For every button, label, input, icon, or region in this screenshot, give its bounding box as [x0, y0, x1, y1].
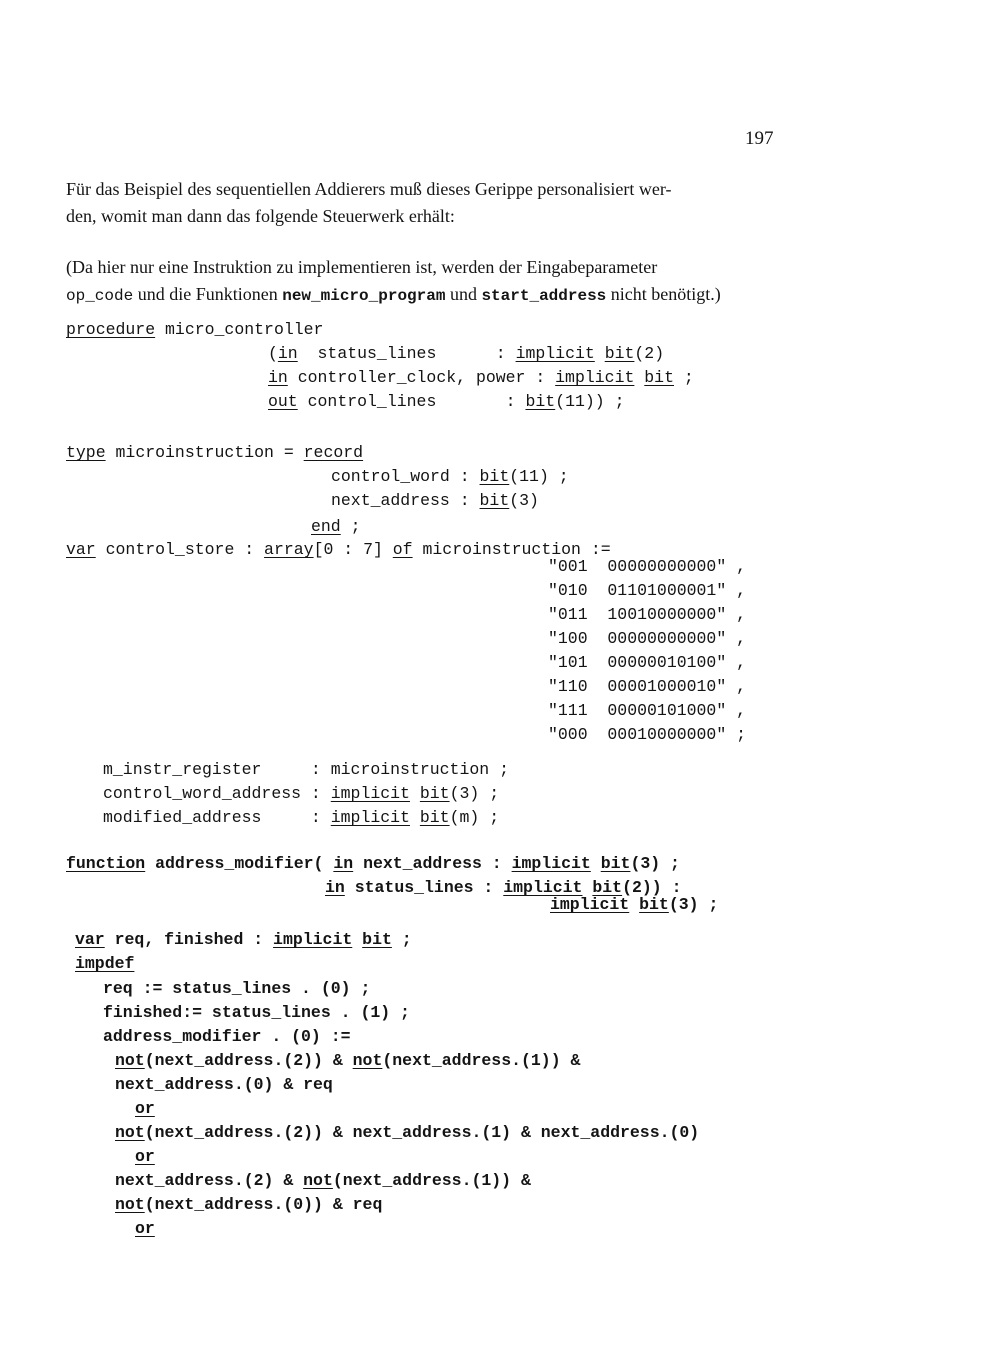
- array-range: [0 : 7]: [313, 540, 393, 559]
- note-paragraph: [66, 254, 786, 310]
- implicit-keyword: implicit: [550, 895, 630, 914]
- decl-type: (3) ;: [449, 784, 500, 803]
- function-body: [103, 977, 410, 1049]
- implicit-keyword: implicit: [511, 854, 591, 873]
- out-keyword: out: [268, 392, 298, 411]
- procedure-params: [268, 342, 694, 414]
- or-keyword: or: [135, 1147, 155, 1166]
- semicolon: ;: [391, 930, 412, 949]
- record-keyword: record: [303, 443, 364, 462]
- note-text-b: und: [445, 284, 482, 304]
- not-keyword: not: [303, 1171, 333, 1190]
- or-keyword: or: [135, 1219, 155, 1238]
- register-declarations: [103, 758, 509, 830]
- in-keyword: in: [277, 344, 298, 363]
- bit-keyword: bit: [644, 368, 674, 387]
- or-line: [115, 1217, 699, 1241]
- expr-line: next_address.(0) & req: [115, 1075, 333, 1094]
- stmt-address-modifier: address_modifier . (0) :=: [103, 1027, 351, 1046]
- array-keyword: array: [264, 540, 314, 559]
- implicit-keyword: implicit: [330, 808, 410, 827]
- or-line: [115, 1145, 699, 1169]
- control-store-values: [548, 555, 746, 747]
- expression-block: [115, 1049, 699, 1241]
- control-store-row: "101 00000010100" ,: [548, 653, 747, 672]
- implicit-keyword: implicit: [503, 878, 583, 897]
- or-keyword: or: [135, 1099, 155, 1118]
- procedure-name: micro_controller: [155, 320, 324, 339]
- intro-line-1: Für das Beispiel des sequentiellen Addierers muß dieses Gerippe personalisiert wer-: [66, 179, 672, 199]
- expr-line: [115, 1193, 699, 1217]
- param-name: control_lines: [297, 392, 437, 411]
- decl-type: (m) ;: [449, 808, 500, 827]
- expr-text: (next_address.(2)) & next_address.(1) & next_address.(0): [144, 1123, 700, 1142]
- note-line-2: [66, 281, 786, 310]
- stmt-finished: finished:= status_lines . (1) ;: [103, 1003, 410, 1022]
- implicit-keyword: implicit: [515, 344, 595, 363]
- bit-keyword: bit: [525, 392, 556, 411]
- type-declaration: [66, 441, 363, 465]
- param-status-lines: [268, 342, 694, 366]
- not-keyword: not: [115, 1123, 145, 1142]
- not-keyword: not: [115, 1195, 145, 1214]
- in-keyword: in: [325, 878, 345, 897]
- new-micro-program-term: new_micro_program: [282, 287, 446, 305]
- var-control-store: [66, 538, 611, 562]
- type-head: microinstruction =: [105, 443, 304, 462]
- implicit-keyword: implicit: [273, 930, 353, 949]
- or-line: [115, 1097, 699, 1121]
- procedure-header: [66, 318, 323, 342]
- control-store-row: "001 00000000000" ,: [548, 557, 747, 576]
- var-head: control_store :: [95, 540, 265, 559]
- in-keyword: in: [333, 854, 354, 873]
- decl-modified-address: [103, 806, 509, 830]
- stmt-req: req := status_lines . (0) ;: [103, 979, 371, 998]
- field-type: (11) ;: [509, 467, 569, 486]
- bit-keyword: bit: [419, 784, 450, 803]
- decl-control-word-address: [103, 782, 509, 806]
- expr-text: next_address.(2) &: [115, 1171, 304, 1190]
- not-keyword: not: [352, 1051, 383, 1070]
- bit-keyword: bit: [639, 895, 669, 914]
- expr-text: (next_address.(2)) &: [144, 1051, 353, 1070]
- param-type: (3) ;: [630, 854, 680, 873]
- function-keyword: function: [66, 854, 146, 873]
- control-store-row: "111 00000101000" ,: [548, 701, 747, 720]
- field-type: (3): [509, 491, 539, 510]
- bit-keyword: bit: [362, 930, 392, 949]
- control-store-row: "110 00001000010" ,: [548, 677, 747, 696]
- field-control-word: [331, 465, 569, 489]
- decl-name: control_word_address :: [103, 784, 331, 803]
- note-text-a: und die Funktionen: [133, 284, 283, 304]
- impdef-keyword: impdef: [75, 954, 135, 973]
- return-type: (3) ;: [668, 895, 719, 914]
- impdef-line: [75, 952, 134, 976]
- param-name: status_lines: [297, 344, 437, 363]
- intro-paragraph: [66, 176, 786, 230]
- procedure-keyword: procedure: [66, 320, 156, 339]
- param-name: status_lines :: [344, 878, 504, 897]
- control-store-row: "011 10010000000" ,: [548, 605, 747, 624]
- expr-line: [115, 1121, 699, 1145]
- bit-keyword: bit: [479, 491, 510, 510]
- control-store-row: "010 01101000001" ,: [548, 581, 747, 600]
- param-controller-clock: in controller_clock, power : implicit bit ;: [268, 368, 694, 387]
- intro-line-2: den, womit man dann das folgende Steuerwerk erhält:: [66, 206, 455, 226]
- function-return-type: [550, 893, 718, 917]
- bit-keyword: bit: [479, 467, 510, 486]
- decl-m-instr-register: m_instr_register : microinstruction ;: [103, 760, 509, 779]
- expr-text: (next_address.(0)) & req: [144, 1195, 383, 1214]
- in-keyword: in: [268, 368, 288, 387]
- param-sep: :: [436, 344, 516, 363]
- param-control-lines: [268, 390, 694, 414]
- expr-text: (next_address.(1)) &: [332, 1171, 531, 1190]
- end-keyword: end: [311, 517, 341, 536]
- field-name: control_word :: [331, 467, 480, 486]
- var-keyword: var: [66, 540, 96, 559]
- bit-keyword: bit: [604, 344, 635, 363]
- record-end: [311, 515, 361, 539]
- var-keyword: var: [75, 930, 105, 949]
- function-header: [66, 852, 680, 876]
- bit-keyword: bit: [419, 808, 450, 827]
- bit-keyword: bit: [592, 878, 623, 897]
- not-keyword: not: [115, 1051, 145, 1070]
- param-name: controller_clock, power :: [287, 368, 556, 387]
- function-head: address_modifier(: [145, 854, 334, 873]
- decl-name: modified_address :: [103, 808, 331, 827]
- note-line-1: (Da hier nur eine Instruktion zu implementieren ist, werden der Eingabeparameter: [66, 257, 658, 277]
- param-name: next_address :: [353, 854, 512, 873]
- bit-keyword: bit: [600, 854, 631, 873]
- param-type: (11)) ;: [555, 392, 625, 411]
- expr-line: [115, 1049, 699, 1073]
- expr-text: (next_address.(1)) &: [382, 1051, 581, 1070]
- function-var-line: [75, 928, 412, 952]
- param-sep: :: [436, 392, 526, 411]
- start-address-term: start_address: [481, 287, 607, 305]
- param-type: (2)) :: [622, 878, 682, 897]
- type-keyword: type: [66, 443, 106, 462]
- expr-line: [115, 1169, 699, 1193]
- control-store-row: "100 00000000000" ,: [548, 629, 747, 648]
- record-fields: [331, 465, 569, 513]
- note-text-c: nicht benötigt.): [606, 284, 721, 304]
- field-next-address: [331, 489, 569, 513]
- var-list: req, finished :: [104, 930, 274, 949]
- field-name: next_address :: [331, 491, 480, 510]
- of-keyword: of: [392, 540, 413, 559]
- op-code-term: op_code: [66, 287, 134, 305]
- implicit-keyword: implicit: [330, 784, 410, 803]
- control-store-row: "000 00010000000" ;: [548, 725, 747, 744]
- paren-open: (: [268, 344, 278, 363]
- semicolon: ;: [340, 517, 361, 536]
- page-number: 197: [745, 128, 774, 149]
- param-type: (2): [634, 344, 665, 363]
- implicit-keyword: implicit: [555, 368, 635, 387]
- var-tail: microinstruction :=: [412, 540, 611, 559]
